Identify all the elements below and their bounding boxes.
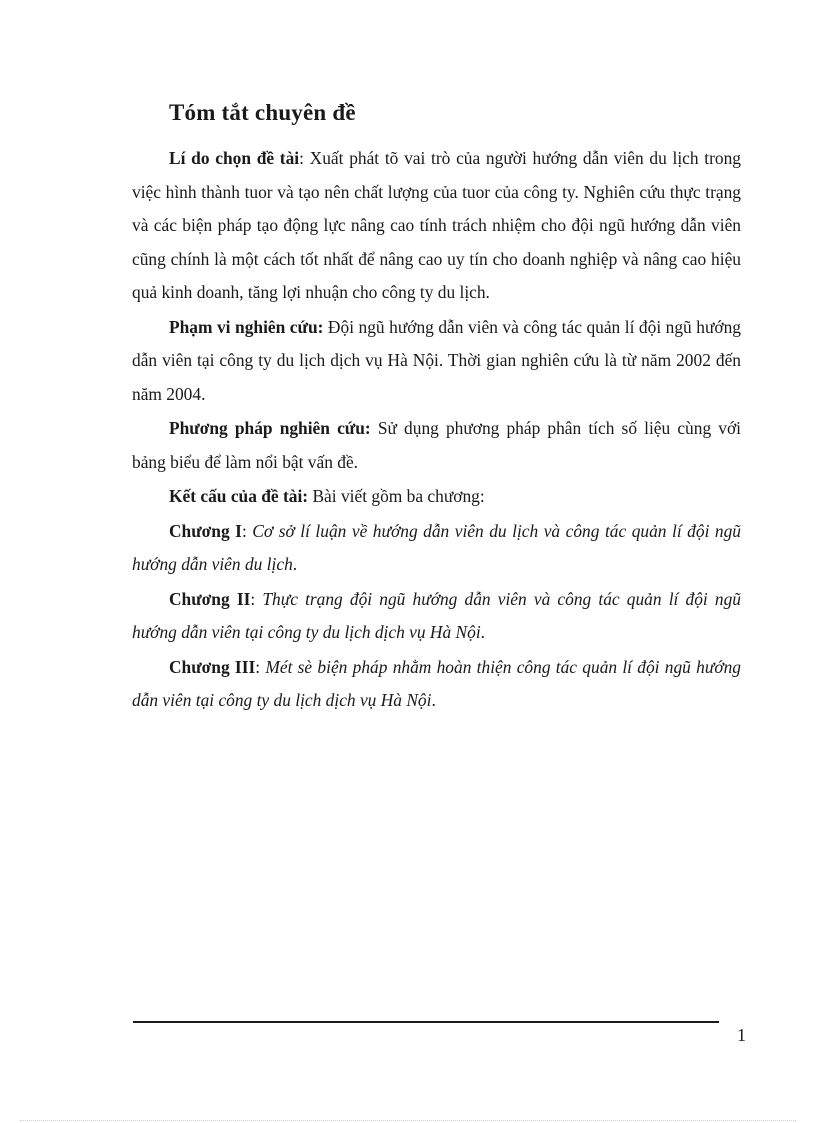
paragraph-text: Đội ngũ hướng dẫn viên và công tác quản lí đội ngũ hướng dẫn viên tại công ty du lịch dịch vụ Hà Nội. Thời gian nghiên cứu là từ năm 2002 đến năm 2004. — [132, 316, 741, 404]
page-bottom-divider — [20, 1120, 796, 1121]
chapter-label: Chương II — [169, 588, 251, 609]
page-number: 1 — [737, 1025, 746, 1045]
chapter-end: . — [292, 554, 298, 574]
paragraph-scope — [132, 311, 741, 412]
paragraph-chapter-1 — [132, 515, 741, 582]
paragraph-chapter-2 — [132, 583, 741, 650]
paragraph-lead: Phương pháp nghiên cứu: — [169, 418, 371, 438]
document-title: Tóm tắt chuyên đề — [169, 100, 356, 125]
paragraph-reason — [132, 142, 741, 310]
chapter-end: . — [431, 690, 436, 710]
document-body — [132, 142, 741, 719]
chapter-separator: : — [250, 588, 263, 609]
chapter-label: Chương III — [169, 656, 256, 677]
paragraph-chapter-3 — [132, 651, 741, 718]
chapter-separator: : — [241, 520, 253, 541]
paragraph-text: : Xuất phát tõ vai trò của người hướng dẫn viên du lịch trong việc hình thành tuor và tạo nên chất lượng của tuor của công ty. Nghiên cứu thực trạng và các biện pháp tạo động lực nâng cao tính trách nhiệm cho đội ngũ hướng dẫn viên cũng chính là một cách tốt nhất để nâng cao uy tín cho doanh nghiệp và nâng cao hiệu quả kinh doanh, tăng lợi nhuận cho công ty du lịch. — [132, 148, 741, 302]
chapter-title: Thực trạng đội ngũ hướng dẫn viên và công tác quản lí đội ngũ hướng dẫn viên tại công ty du lịch dịch vụ Hà Nội — [132, 588, 741, 642]
paragraph-method — [132, 412, 741, 479]
paragraph-lead: Kết cấu của đề tài: — [169, 486, 309, 506]
chapter-title: Cơ sở lí luận về hướng dẫn viên du lịch và công tác quản lí đội ngũ hướng dẫn viên du lịch — [132, 520, 741, 574]
paragraph-structure — [132, 480, 741, 514]
paragraph-text: Sử dụng phương pháp phân tích số liệu cùng với bảng biểu để làm nổi bật vấn đề. — [132, 418, 741, 472]
chapter-end: . — [480, 622, 486, 642]
paragraph-text: Bài viết gồm ba chương: — [308, 486, 485, 506]
paragraph-lead: Phạm vi nghiên cứu: — [169, 316, 324, 337]
paragraph-lead: Lí do chọn đề tài — [169, 148, 300, 168]
footer-rule — [133, 1021, 719, 1023]
chapter-label: Chương I — [169, 520, 242, 541]
chapter-separator: : — [255, 656, 266, 677]
chapter-title: Mét sè biện pháp nhằm hoàn thiện công tác quản lí đội ngũ hướng dẫn viên tại công ty du lịch dịch vụ Hà Nội — [132, 656, 741, 710]
